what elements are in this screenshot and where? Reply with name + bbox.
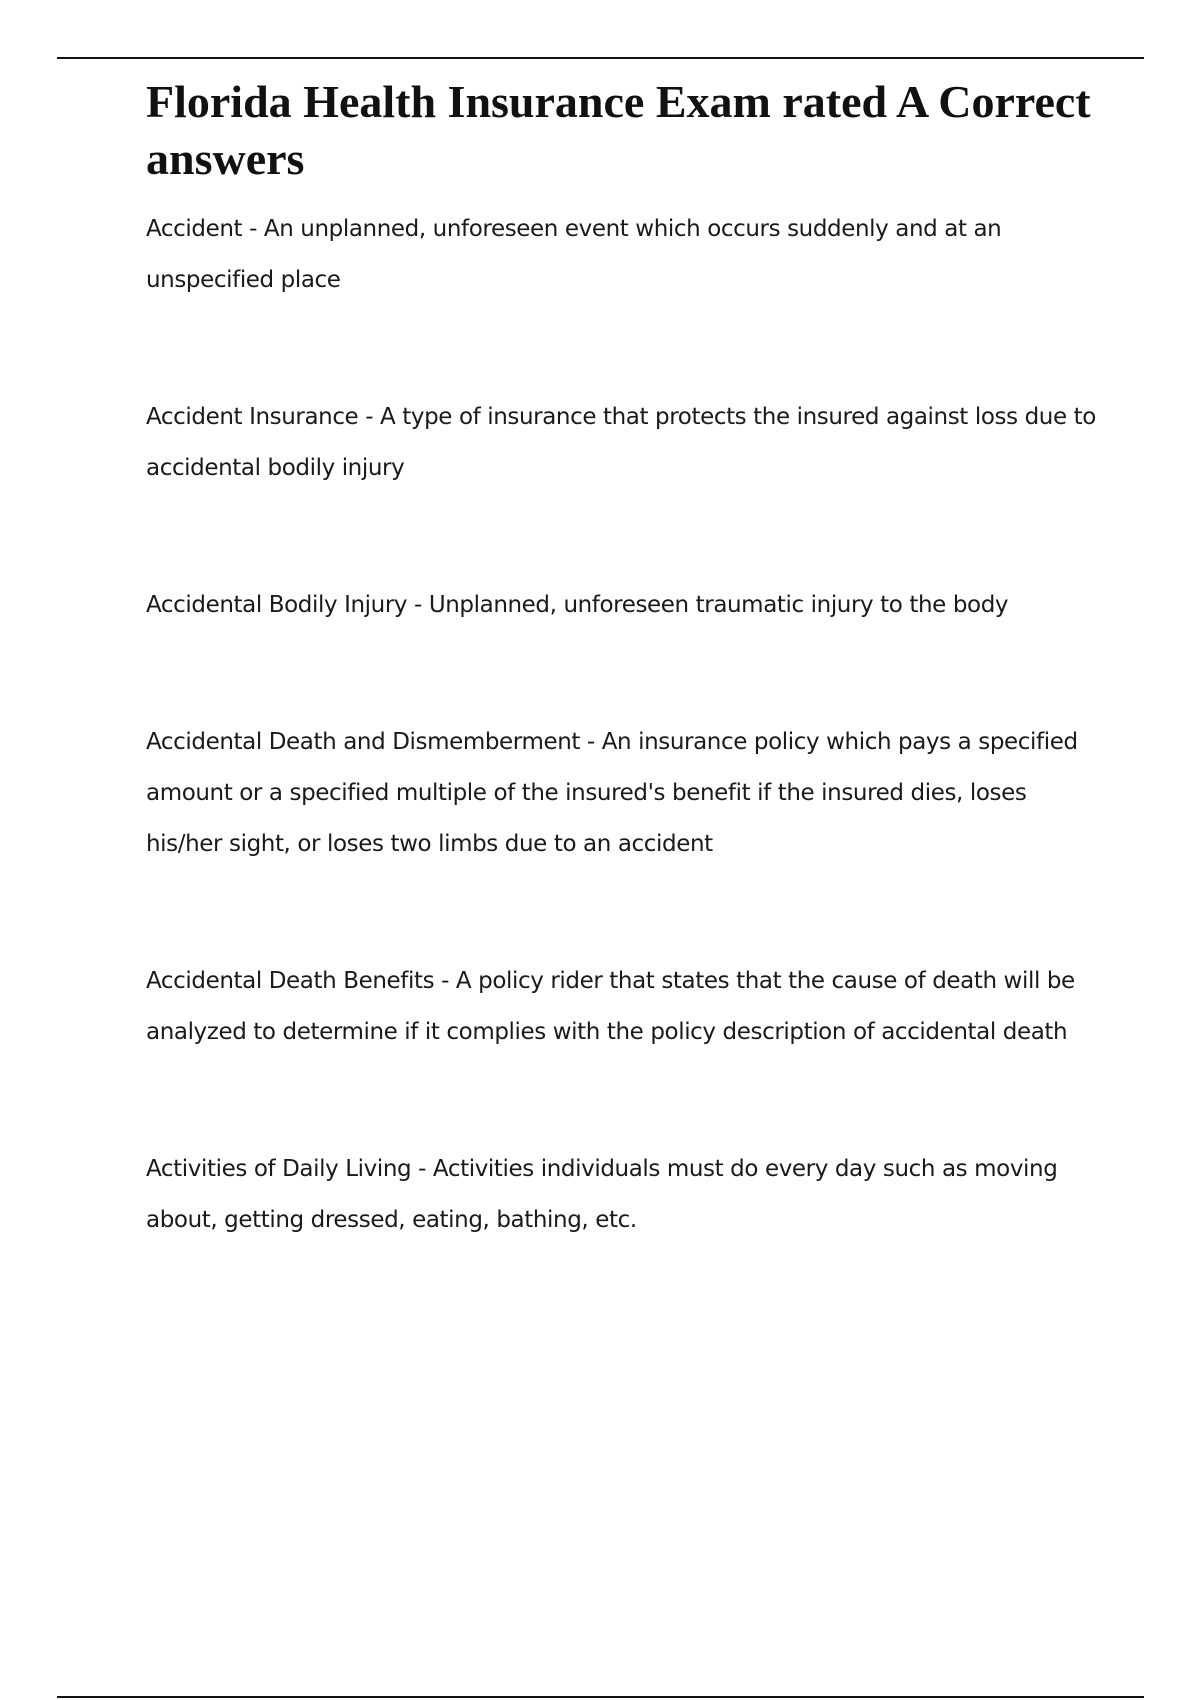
document-title: Florida Health Insurance Exam rated A Correct answers <box>146 76 1091 184</box>
glossary-entry-accidental-death-and-dismemberment: Accidental Death and Dismemberment - An insurance policy which pays a specified amount or a specified multiple of the insured's benefit if the insured dies, loses his/her sight, or loses two limbs due to an accident <box>146 729 1078 857</box>
glossary-entry-accidental-bodily-injury: Accidental Bodily Injury - Unplanned, unforeseen traumatic injury to the body <box>146 592 1009 618</box>
bottom-rule <box>57 1696 1144 1698</box>
glossary-entry-accident-insurance: Accident Insurance - A type of insurance that protects the insured against loss due to accidental bodily injury <box>146 404 1096 481</box>
top-rule <box>57 57 1144 59</box>
glossary-entry-activities-of-daily-living: Activities of Daily Living - Activities individuals must do every day such as moving about, getting dressed, eating, bathing, etc. <box>146 1156 1058 1233</box>
glossary-entry-accidental-death-benefits: Accidental Death Benefits - A policy rider that states that the cause of death will be analyzed to determine if it complies with the policy description of accidental death <box>146 968 1075 1045</box>
glossary-entry-accident: Accident - An unplanned, unforeseen event which occurs suddenly and at an unspecified place <box>146 216 1002 293</box>
glossary-entries <box>146 204 1106 1332</box>
